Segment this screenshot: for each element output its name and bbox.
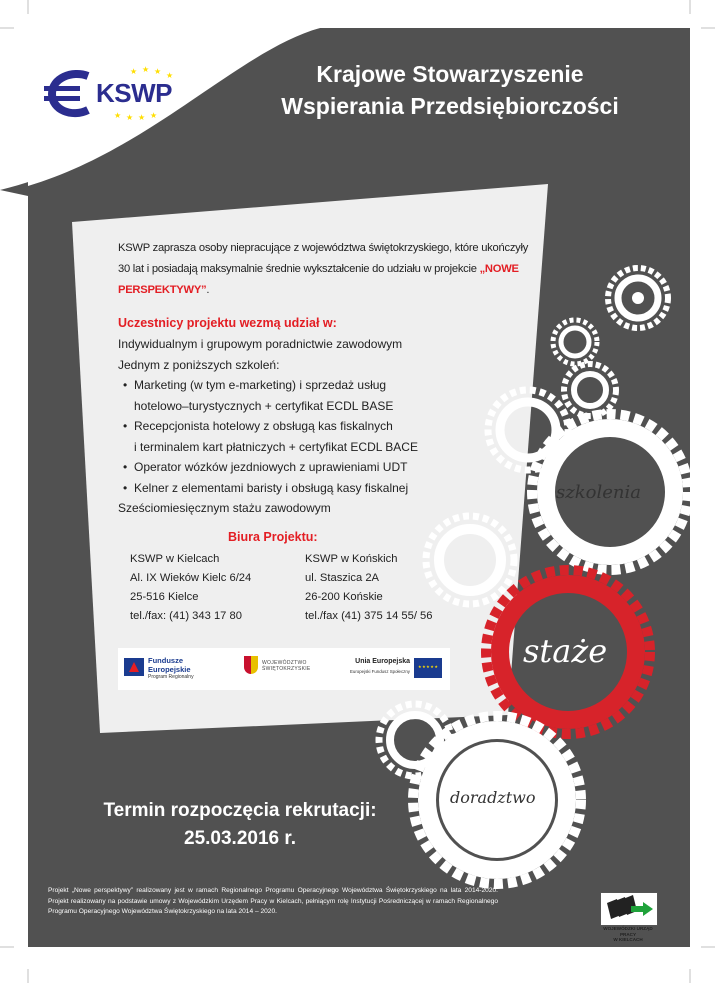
wojewodztwo-logo bbox=[244, 656, 324, 680]
sw-line-1: WOJEWÓDZTWO bbox=[262, 660, 307, 666]
wup-logo-box bbox=[600, 892, 658, 926]
svg-text:★: ★ bbox=[114, 111, 122, 120]
training-item: • Recepcjonista hotelowy z obsługą kas fiskalnych i terminalem kart płatniczych + certyfikat ECDL BACE bbox=[118, 416, 508, 457]
fe-line-3: Program Regionalny bbox=[148, 674, 194, 680]
eu-flag-icon bbox=[414, 658, 442, 678]
funding-logos bbox=[118, 648, 450, 690]
fundusze-europejskie-logo bbox=[124, 654, 212, 684]
ue-line-2: Europejski Fundusz Społeczny bbox=[349, 669, 410, 674]
coat-of-arms-icon bbox=[244, 656, 258, 674]
unia-europejska-logo bbox=[344, 654, 444, 684]
office-kielce-street: Al. IX Wieków Kielc 6/24 bbox=[130, 572, 252, 584]
svg-text:★: ★ bbox=[150, 111, 158, 120]
intro-text: KSWP zaprasza osoby niepracujące z województwa świętokrzyskiego, które ukończyły 30 lat i posiadają maksymalnie średnie wykształcenie do udziału w projekcie bbox=[118, 242, 529, 275]
svg-text:★: ★ bbox=[138, 113, 146, 122]
intro-paragraph bbox=[118, 238, 538, 301]
wup-arrow-icon bbox=[601, 893, 657, 925]
recruitment-deadline bbox=[75, 797, 405, 853]
wup-line-1: WOJEWÓDZKI URZĄD PRACY bbox=[603, 926, 653, 937]
deadline-date: 25.03.2016 r. bbox=[184, 828, 296, 849]
participants-line-2: Jednym z poniższych szkoleń: bbox=[118, 357, 280, 372]
svg-text:★: ★ bbox=[130, 67, 138, 76]
wup-logo bbox=[596, 892, 660, 942]
footer-note: Projekt „Nowe perspektywy” realizowany jest w ramach Regionalnego Programu Operacyjnego Województwa Świętokrzyskiego na lata 2014-2020. Projekt realizowany na podstawie umowy z Wojewódzkim Urzędem Pracy w Kielcach, pełniącym rolę Instytucji Pośredniczącej w ramach Regionalnego Programu Operacyjnego Województwa Świętokrzyskiego na lata 2014 – 2020. bbox=[48, 887, 498, 915]
office-konskie-city: 26-200 Końskie bbox=[305, 591, 383, 603]
participants-body bbox=[118, 334, 508, 519]
project-name: „NOWE PERSPEKTYWY” bbox=[118, 263, 519, 296]
svg-text:★: ★ bbox=[154, 67, 162, 76]
training-item: • Marketing (w tym e-marketing) i sprzedaż usług hotelowo–turystycznych + certyfikat ECDL BASE bbox=[118, 375, 508, 416]
participants-heading: Uczestnicy projektu wezmą udział w: bbox=[118, 316, 337, 330]
ue-line-1: Unia Europejska bbox=[355, 658, 410, 665]
gear-label-staze: staże bbox=[523, 632, 608, 670]
fe-line-1: Fundusze bbox=[148, 656, 183, 665]
office-kielce-city: 25-516 Kielce bbox=[130, 591, 199, 603]
office-konskie bbox=[305, 550, 433, 626]
office-konskie-phone: tel./fax (41) 375 14 55/ 56 bbox=[305, 610, 433, 622]
gear-label-szkolenia: szkolenia bbox=[556, 482, 641, 503]
fe-line-2: Europejskie bbox=[148, 665, 191, 674]
office-konskie-name: KSWP w Końskich bbox=[305, 553, 398, 565]
training-list bbox=[118, 375, 508, 498]
fe-flag-icon bbox=[124, 658, 144, 676]
gear-label-doradztwo: doradztwo bbox=[450, 788, 536, 807]
title-line-1: Krajowe Stowarzyszenie bbox=[316, 61, 584, 87]
title-line-2: Wspierania Przedsiębiorczości bbox=[281, 93, 619, 119]
intro-period: . bbox=[206, 284, 210, 296]
office-kielce-phone: tel./fax: (41) 343 17 80 bbox=[130, 610, 242, 622]
training-item: • Operator wózków jezdniowych z uprawieniami UDT bbox=[118, 457, 508, 478]
svg-text:★: ★ bbox=[126, 113, 134, 122]
participants-line-1: Indywidualnym i grupowym poradnictwie zawodowym bbox=[118, 337, 403, 351]
training-item: • Kelner z elementami baristy i obsługą kasy fiskalnej bbox=[118, 478, 508, 499]
office-kielce-name: KSWP w Kielcach bbox=[130, 553, 220, 565]
participants-line-last: Sześciomiesięcznym stażu zawodowym bbox=[118, 501, 331, 515]
wup-line-2: W KIELCACH bbox=[613, 937, 643, 942]
office-konskie-street: ul. Staszica 2A bbox=[305, 572, 379, 584]
deadline-label: Termin rozpoczęcia rekrutacji: bbox=[103, 800, 377, 821]
office-kielce bbox=[130, 550, 251, 626]
svg-text:★: ★ bbox=[166, 71, 174, 80]
svg-text:★: ★ bbox=[142, 65, 150, 74]
kswp-logo-text: KSWP bbox=[96, 78, 172, 108]
offices-heading: Biura Projektu: bbox=[228, 530, 318, 544]
sw-line-2: ŚWIĘTOKRZYSKIE bbox=[262, 666, 311, 672]
